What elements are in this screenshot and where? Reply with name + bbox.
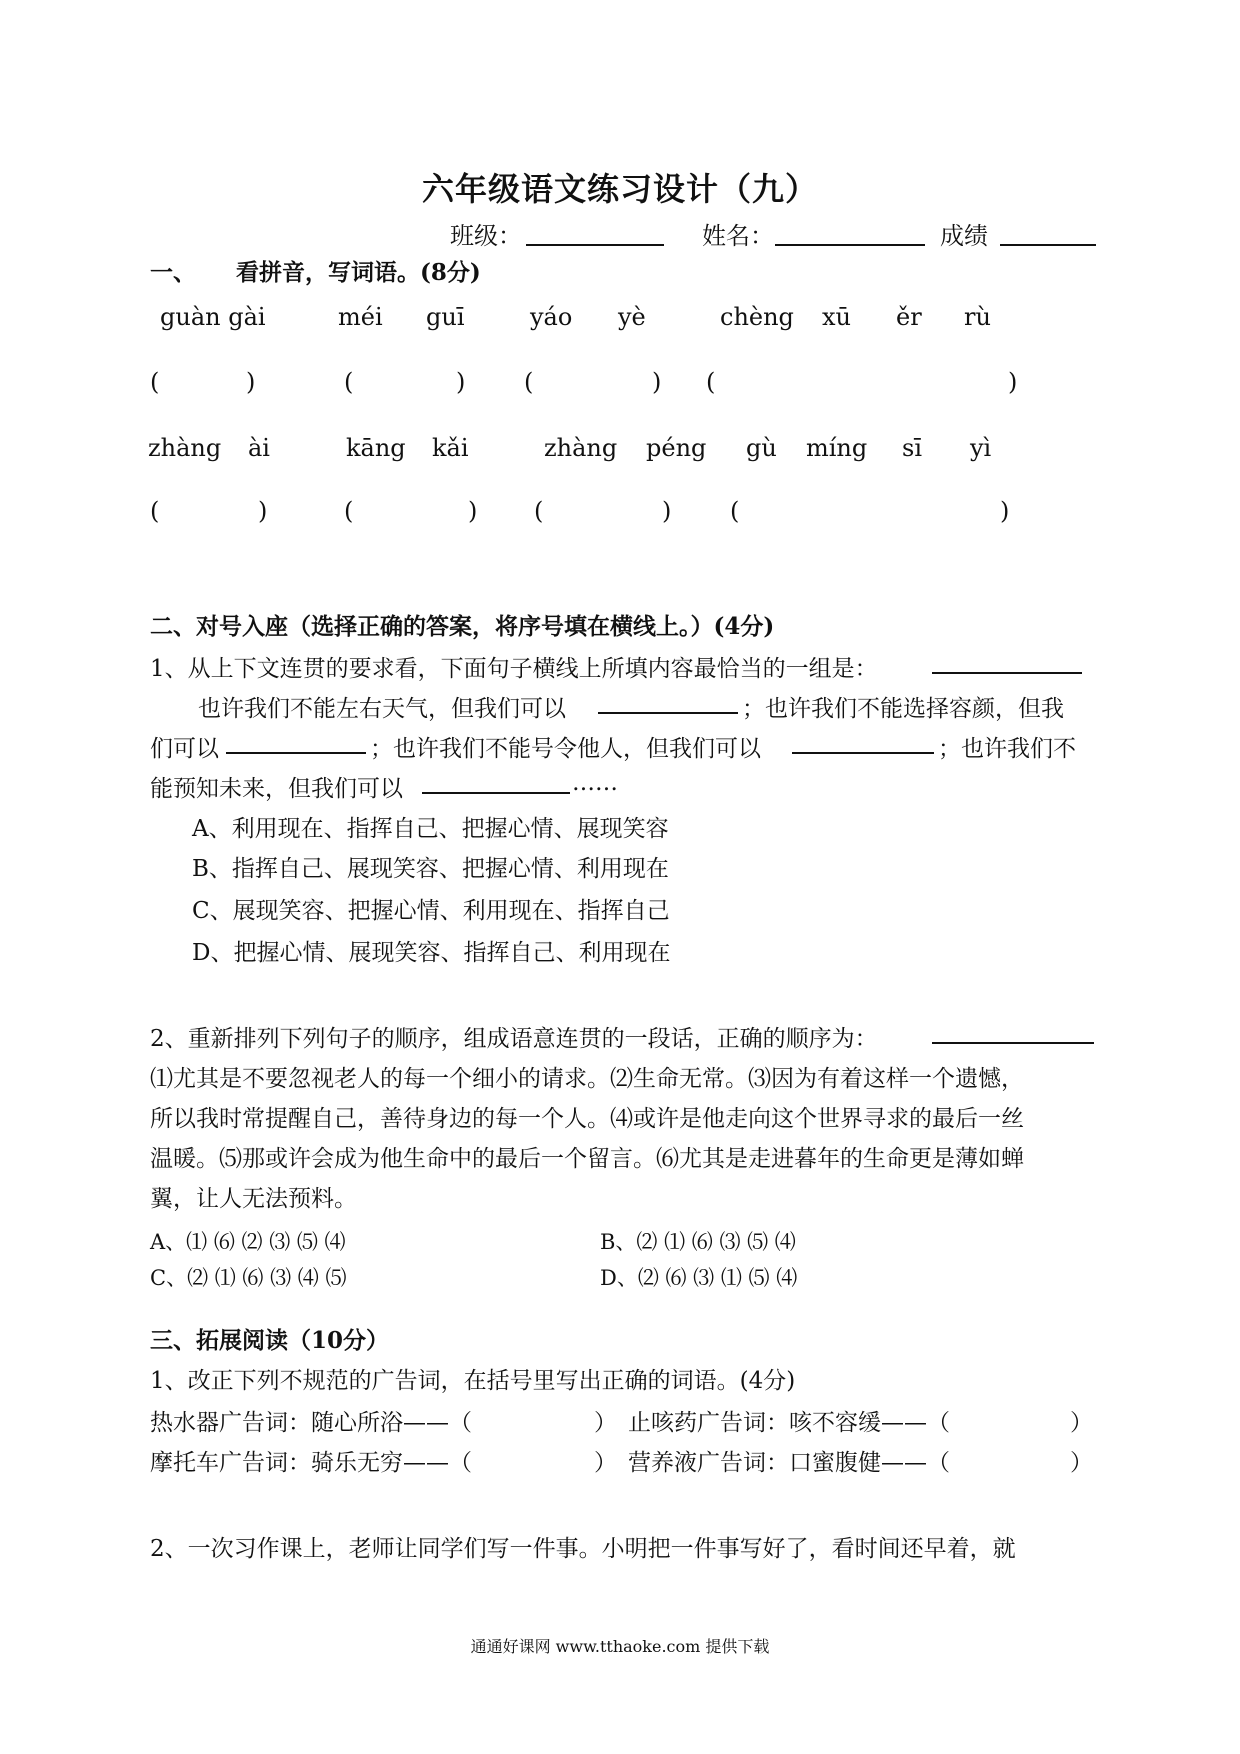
passage-line: ⑴尤其是不要忽视老人的每一个细小的请求。⑵生命无常。⑶因为有着这样一个遗憾，	[150, 1066, 1024, 1092]
passage-text: ；也许我们不能选择容颜，但我	[742, 696, 1064, 722]
answer-paren-open[interactable]: (	[344, 368, 354, 396]
section3-heading: 三、拓展阅读（10分）	[150, 1327, 390, 1354]
passage-text: ……	[572, 770, 618, 796]
option-b[interactable]: B、指挥自己、展现笑容、把握心情、利用现在	[192, 856, 669, 882]
passage-text: ；也许我们不能号令他人，但我们可以	[370, 736, 761, 762]
answer-paren-close: )	[456, 368, 466, 396]
pinyin: kǎi	[432, 434, 469, 462]
answer-paren-open[interactable]: (	[730, 497, 740, 525]
answer-blank[interactable]	[932, 672, 1082, 674]
passage-text: 也许我们不能左右天气，但我们可以	[198, 696, 566, 722]
pinyin: yì	[970, 434, 992, 462]
answer-paren-close[interactable]: ）	[594, 1450, 617, 1476]
answer-paren-close[interactable]: ）	[1070, 1450, 1093, 1476]
page-footer: 通通好课网 www.tthaoke.com 提供下载	[470, 1637, 770, 1656]
option-b[interactable]: B、⑵ ⑴ ⑹ ⑶ ⑸ ⑷	[600, 1230, 796, 1254]
answer-blank[interactable]	[226, 752, 366, 754]
pinyin: míng	[806, 434, 868, 462]
pinyin: guàn gài	[160, 303, 266, 331]
answer-paren-close[interactable]: ）	[594, 1410, 617, 1436]
answer-paren-close[interactable]: ）	[1070, 1410, 1093, 1436]
answer-paren-close: )	[662, 497, 672, 525]
pinyin: yè	[618, 303, 646, 331]
section1-number: 一、	[150, 259, 196, 286]
pinyin: kāng	[346, 434, 406, 462]
pinyin: méi	[338, 303, 383, 331]
question-stem: 2、一次习作课上，老师让同学们写一件事。小明把一件事写好了，看时间还早着，就	[150, 1536, 1016, 1562]
pinyin: péng	[646, 434, 707, 462]
pinyin: guī	[426, 303, 465, 331]
answer-paren-close: )	[1000, 497, 1010, 525]
answer-blank[interactable]	[792, 752, 934, 754]
question-stem: 2、重新排列下列句子的顺序，组成语意连贯的一段话，正确的顺序为：	[150, 1026, 878, 1052]
answer-paren-close: )	[652, 368, 662, 396]
answer-paren-close: )	[1008, 368, 1018, 396]
passage-text: 们可以	[150, 736, 219, 762]
question-stem: 1、从上下文连贯的要求看，下面句子横线上所填内容最恰当的一组是：	[150, 656, 878, 682]
pinyin: yáo	[530, 303, 573, 331]
ad-slogan: 营养液广告词：口蜜腹健——（	[628, 1450, 950, 1476]
answer-paren-open[interactable]: (	[706, 368, 716, 396]
option-a[interactable]: A、⑴ ⑹ ⑵ ⑶ ⑸ ⑷	[150, 1230, 346, 1254]
score-label: 成绩	[940, 222, 988, 250]
answer-blank[interactable]	[932, 1042, 1094, 1044]
section1-heading: 看拼音，写词语。(8分)	[236, 259, 481, 286]
question-stem: 1、改正下列不规范的广告词，在括号里写出正确的词语。(4分)	[150, 1368, 796, 1394]
option-a[interactable]: A、利用现在、指挥自己、把握心情、展现笑容	[192, 816, 669, 842]
answer-paren-open[interactable]: (	[150, 368, 160, 396]
name-field[interactable]	[775, 244, 925, 246]
ad-slogan: 摩托车广告词：骑乐无穷——（	[150, 1450, 472, 1476]
answer-paren-open[interactable]: (	[150, 497, 160, 525]
option-d[interactable]: D、⑵ ⑹ ⑶ ⑴ ⑸ ⑷	[600, 1266, 798, 1290]
option-c[interactable]: C、展现笑容、把握心情、利用现在、指挥自己	[192, 898, 670, 924]
pinyin: zhàng	[544, 434, 618, 462]
class-field[interactable]	[526, 244, 664, 246]
answer-paren-open[interactable]: (	[344, 497, 354, 525]
passage-line: 所以我时常提醒自己，善待身边的每一个人。⑷或许是他走向这个世界寻求的最后一丝	[150, 1106, 1024, 1132]
answer-paren-open[interactable]: (	[534, 497, 544, 525]
name-label: 姓名：	[702, 222, 774, 250]
passage-line: 温暖。⑸那或许会成为他生命中的最后一个留言。⑹尤其是走进暮年的生命更是薄如蝉	[150, 1146, 1024, 1172]
pinyin: ěr	[896, 303, 922, 331]
pinyin: gù	[746, 434, 777, 462]
answer-blank[interactable]	[598, 712, 738, 714]
ad-slogan: 止咳药广告词：咳不容缓——（	[628, 1410, 950, 1436]
option-d[interactable]: D、把握心情、展现笑容、指挥自己、利用现在	[192, 940, 671, 966]
pinyin: chèng	[720, 303, 794, 331]
option-c[interactable]: C、⑵ ⑴ ⑹ ⑶ ⑷ ⑸	[150, 1266, 347, 1290]
pinyin: zhàng	[148, 434, 222, 462]
pinyin: rù	[964, 303, 991, 331]
page-title: 六年级语文练习设计（九）	[421, 170, 818, 208]
section2-heading: 二、对号入座（选择正确的答案，将序号填在横线上。）(4分)	[150, 613, 775, 640]
answer-paren-close: )	[258, 497, 268, 525]
class-label: 班级：	[450, 222, 522, 250]
score-field[interactable]	[1000, 244, 1096, 246]
pinyin: ài	[248, 434, 270, 462]
answer-paren-close: )	[468, 497, 478, 525]
passage-text: 能预知未来，但我们可以	[150, 776, 403, 802]
answer-paren-close: )	[246, 368, 256, 396]
pinyin: sī	[902, 434, 922, 462]
passage-text: ；也许我们不	[938, 736, 1076, 762]
pinyin: xū	[822, 303, 851, 331]
passage-line: 翼，让人无法预料。	[150, 1186, 357, 1212]
answer-blank[interactable]	[422, 792, 570, 794]
answer-paren-open[interactable]: (	[524, 368, 534, 396]
ad-slogan: 热水器广告词：随心所浴——（	[150, 1410, 472, 1436]
